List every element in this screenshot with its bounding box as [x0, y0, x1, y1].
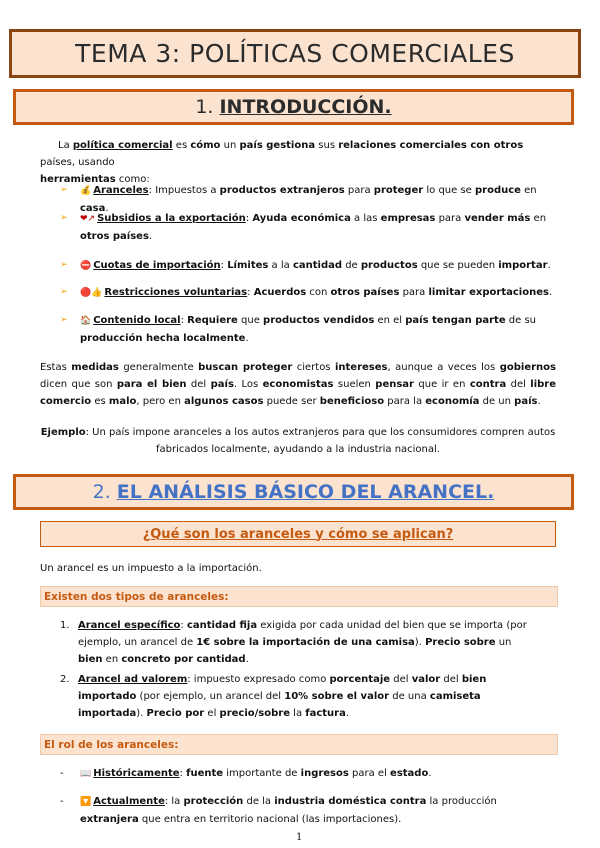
list-item: ➢ 💰 Aranceles: Impuestos a productos extranjeros para proteger lo que se produce en casa. [60, 182, 555, 217]
house-icon: 🏠 [80, 316, 92, 326]
money-bag-icon: 💰 [80, 186, 92, 196]
arrow-bullet-icon: ➢ [60, 315, 68, 325]
intro-paragraph: La política comercial es cómo un país gestiona sus relaciones comerciales con otros países, usando herramientas como: [40, 140, 524, 185]
list-item: - 🔽 Actualmente: la protección de la industria doméstica contra la producción extranjera que entra en territorio nacional (las importaciones). [60, 796, 497, 825]
down-arrow-icon: 🔽 [80, 797, 92, 807]
numbered-item: 2. Arancel ad valorem: impuesto expresado como porcentaje del valor del bien importado (por ejemplo, un arancel del 10% sobre el valor de una camiseta importada). Precio por el precio/sobre la factura. [60, 674, 487, 719]
arrow-bullet-icon: ➢ [60, 287, 68, 297]
arrow-bullet-icon: ➢ [60, 260, 68, 270]
page-title [9, 29, 581, 78]
band-heading-types: Existen dos tipos de aranceles: [40, 586, 558, 607]
stop-thumbs-up-icon: 🔴👍 [80, 288, 103, 298]
book-icon: 📖 [80, 769, 92, 779]
list-item: ➢ ❤↗ Subsidios a la exportación: Ayuda económica a las empresas para vender más en otros países. [60, 210, 555, 245]
example-paragraph: Ejemplo: Un país impone aranceles a los autos extranjeros para que los consumidores compren autos fabricados localmente, ayudando a la industria nacional. [40, 427, 556, 455]
section-heading-1 [13, 89, 574, 125]
section-label: INTRODUCCIÓN. [219, 96, 392, 118]
heart-arrow-icon: ❤↗ [80, 214, 96, 224]
section-number: 2. [92, 481, 111, 503]
arrow-bullet-icon: ➢ [60, 213, 68, 223]
title-text: TEMA 3: POLÍTICAS COMERCIALES [75, 39, 515, 68]
numbered-item: 1. Arancel específico: cantidad fija exigida por cada unidad del bien que se importa (por ejemplo, un arancel de 1€ sobre la importación de una camisa). Precio sobre un bien en concreto por cantidad. [60, 620, 527, 665]
section-heading-2 [13, 474, 574, 510]
section-label: EL ANÁLISIS BÁSICO DEL ARANCEL. [116, 481, 495, 503]
list-item: ➢ ⛔ Cuotas de importación: Límites a la cantidad de productos que se pueden importar. [60, 257, 555, 275]
section-number: 1. [195, 96, 214, 118]
page-number: 1 [296, 832, 303, 843]
subheading-text: ¿Qué son los aranceles y cómo se aplican? [142, 526, 454, 542]
list-item: ➢ 🏠 Contenido local: Requiere que productos vendidos en el país tengan parte de su producción hecha localmente. [60, 312, 555, 347]
subheading-box [40, 521, 556, 547]
list-item: ➢ 🔴👍 Restricciones voluntarias: Acuerdos con otros países para limitar exportaciones. [60, 284, 555, 302]
list-item: - 📖 Históricamente: fuente importante de ingresos para el estado. [60, 768, 432, 779]
summary-paragraph: Estas medidas generalmente buscan proteger ciertos intereses, aunque a veces los gobiernos dicen que son para el bien del país. Los economistas suelen pensar que ir en contra del libre comercio es malo, pero en algunos casos puede ser beneficioso para la economía de un país. [40, 362, 557, 407]
no-entry-icon: ⛔ [80, 261, 92, 271]
arancel-definition: Un arancel es un impuesto a la importación. [40, 563, 262, 574]
band-heading-role: El rol de los aranceles: [40, 734, 558, 755]
arrow-bullet-icon: ➢ [60, 185, 68, 195]
